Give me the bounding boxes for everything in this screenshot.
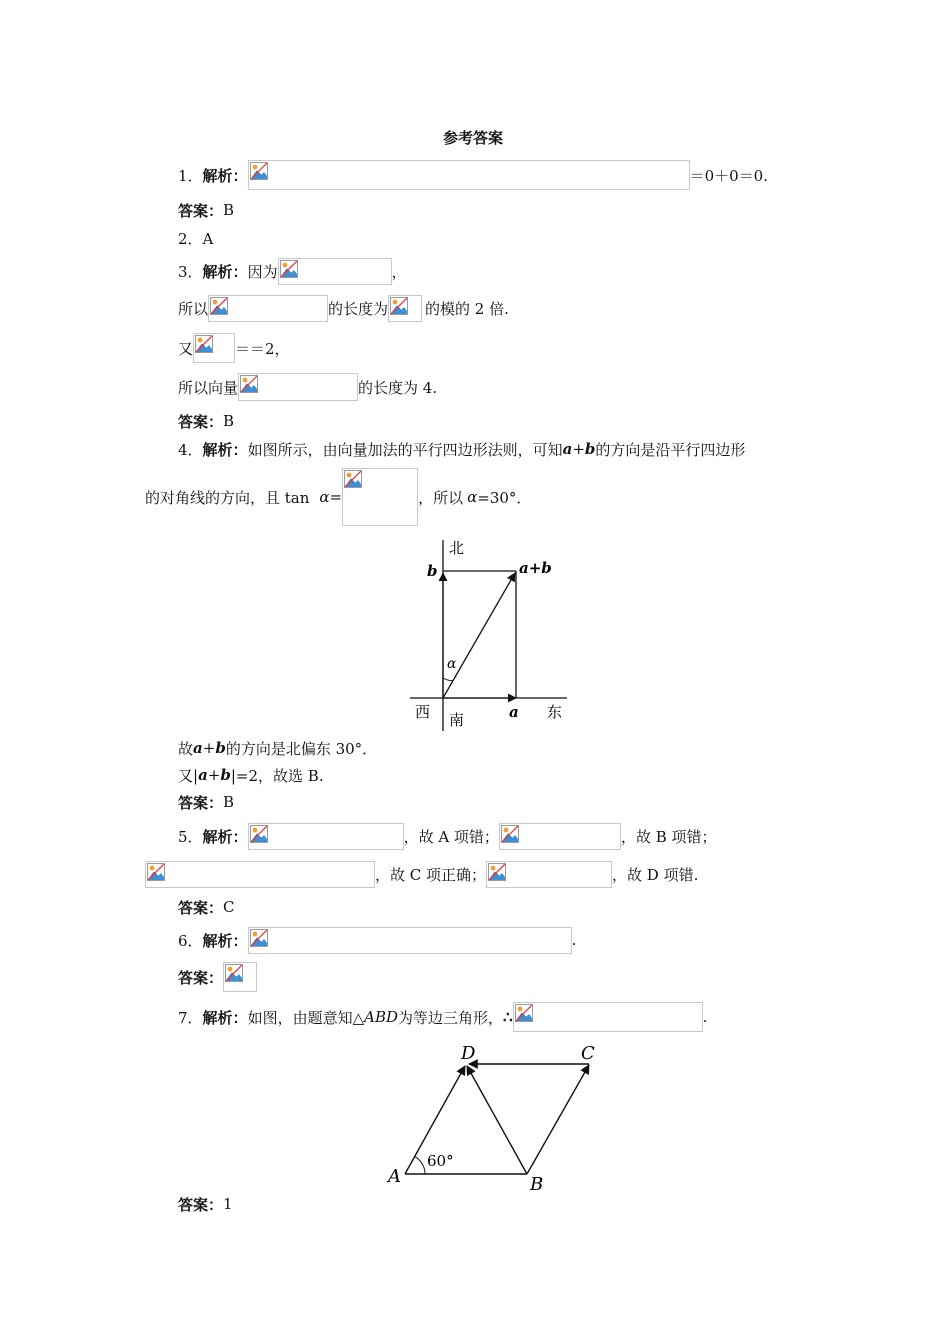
formula-image bbox=[499, 823, 621, 850]
q1-answer: 答案： B bbox=[178, 201, 235, 220]
q1-line: 1． 解析： ＝0＋0＝0. bbox=[178, 160, 768, 190]
formula-image bbox=[388, 295, 422, 322]
broken-image-icon bbox=[515, 1004, 533, 1022]
q3-answer: 答案： B bbox=[178, 412, 235, 431]
broken-image-icon bbox=[195, 335, 213, 353]
q7-rhombus-diagram bbox=[383, 1040, 623, 1195]
broken-image-icon bbox=[250, 825, 268, 843]
q6-line: 6． 解析： . bbox=[178, 925, 576, 955]
label-east: 东 bbox=[547, 703, 563, 721]
label-north: 北 bbox=[449, 539, 465, 557]
label-south: 南 bbox=[449, 711, 465, 729]
vector-bd bbox=[467, 1066, 527, 1174]
q7-line: 7． 解析： 如图，由题意知△ ABD 为等边三角形， ∴ . bbox=[178, 1002, 707, 1032]
broken-image-icon bbox=[147, 863, 165, 881]
formula-image bbox=[208, 295, 328, 322]
label-vertex-a: A bbox=[388, 1166, 401, 1187]
label-angle-60: 60° bbox=[427, 1152, 454, 1170]
formula-image bbox=[278, 258, 392, 285]
q4-line2: 的对角线的方向，且 tan α = ，所以 α =30°． bbox=[145, 468, 531, 526]
q3-line1: 3． 解析： 因为 ， bbox=[178, 256, 407, 286]
q2-answer: 2．A bbox=[178, 229, 214, 248]
label-west: 西 bbox=[415, 703, 431, 721]
q4-conclusion2: 又| a + b |=2，故选 B. bbox=[178, 766, 324, 785]
label-vertex-d: D bbox=[461, 1043, 476, 1064]
q3-line2: 所以 的长度为 的模的 2 倍. bbox=[178, 293, 509, 323]
label-a-plus-b: a+b bbox=[519, 559, 552, 577]
q3-line3: 又 ＝＝2， bbox=[178, 333, 290, 363]
broken-image-icon bbox=[390, 297, 408, 315]
q7-answer: 答案： 1 bbox=[178, 1195, 233, 1214]
broken-image-icon bbox=[280, 260, 298, 278]
angle-alpha-arc bbox=[443, 678, 453, 681]
label-b: b bbox=[427, 562, 438, 580]
broken-image-icon bbox=[250, 162, 268, 180]
label-alpha: α bbox=[447, 656, 457, 672]
q4-line1: 4． 解析： 如图所示，由向量加法的平行四边形法则，可知 a + b 的方向是沿平行四边形 bbox=[178, 440, 746, 459]
broken-image-icon bbox=[225, 964, 243, 982]
vector-bc bbox=[527, 1065, 589, 1174]
formula-image bbox=[193, 333, 235, 363]
page-title: 参考答案 bbox=[443, 129, 504, 147]
formula-image bbox=[486, 861, 612, 888]
formula-image bbox=[238, 373, 358, 401]
label-vertex-b: B bbox=[530, 1174, 544, 1195]
formula-image bbox=[342, 468, 418, 526]
q5-answer: 答案： C bbox=[178, 898, 235, 917]
q4-answer: 答案： B bbox=[178, 793, 235, 812]
formula-image bbox=[145, 861, 375, 888]
formula-image bbox=[248, 927, 572, 954]
q5-line1: 5． 解析： ，故 A 项错； ，故 B 项错； bbox=[178, 821, 717, 851]
q5-line2: ，故 C 项正确； ，故 D 项错. bbox=[145, 859, 698, 889]
angle-60-arc bbox=[415, 1157, 425, 1174]
q4-vector-diagram bbox=[405, 535, 605, 735]
q4-conclusion1: 故 a + b 的方向是北偏东 30°． bbox=[178, 739, 378, 758]
broken-image-icon bbox=[240, 375, 258, 393]
label-vertex-c: C bbox=[581, 1043, 595, 1064]
formula-image bbox=[513, 1002, 703, 1032]
vector-a-plus-b bbox=[443, 573, 515, 698]
q6-answer: 答案： bbox=[178, 962, 257, 992]
label-a: a bbox=[509, 703, 519, 721]
formula-image bbox=[223, 962, 257, 992]
q3-line4: 所以向量 的长度为 4. bbox=[178, 372, 437, 402]
formula-image bbox=[248, 823, 404, 850]
broken-image-icon bbox=[501, 825, 519, 843]
broken-image-icon bbox=[210, 297, 228, 315]
formula-image bbox=[248, 160, 690, 190]
broken-image-icon bbox=[250, 929, 268, 947]
broken-image-icon bbox=[344, 470, 362, 488]
broken-image-icon bbox=[488, 863, 506, 881]
